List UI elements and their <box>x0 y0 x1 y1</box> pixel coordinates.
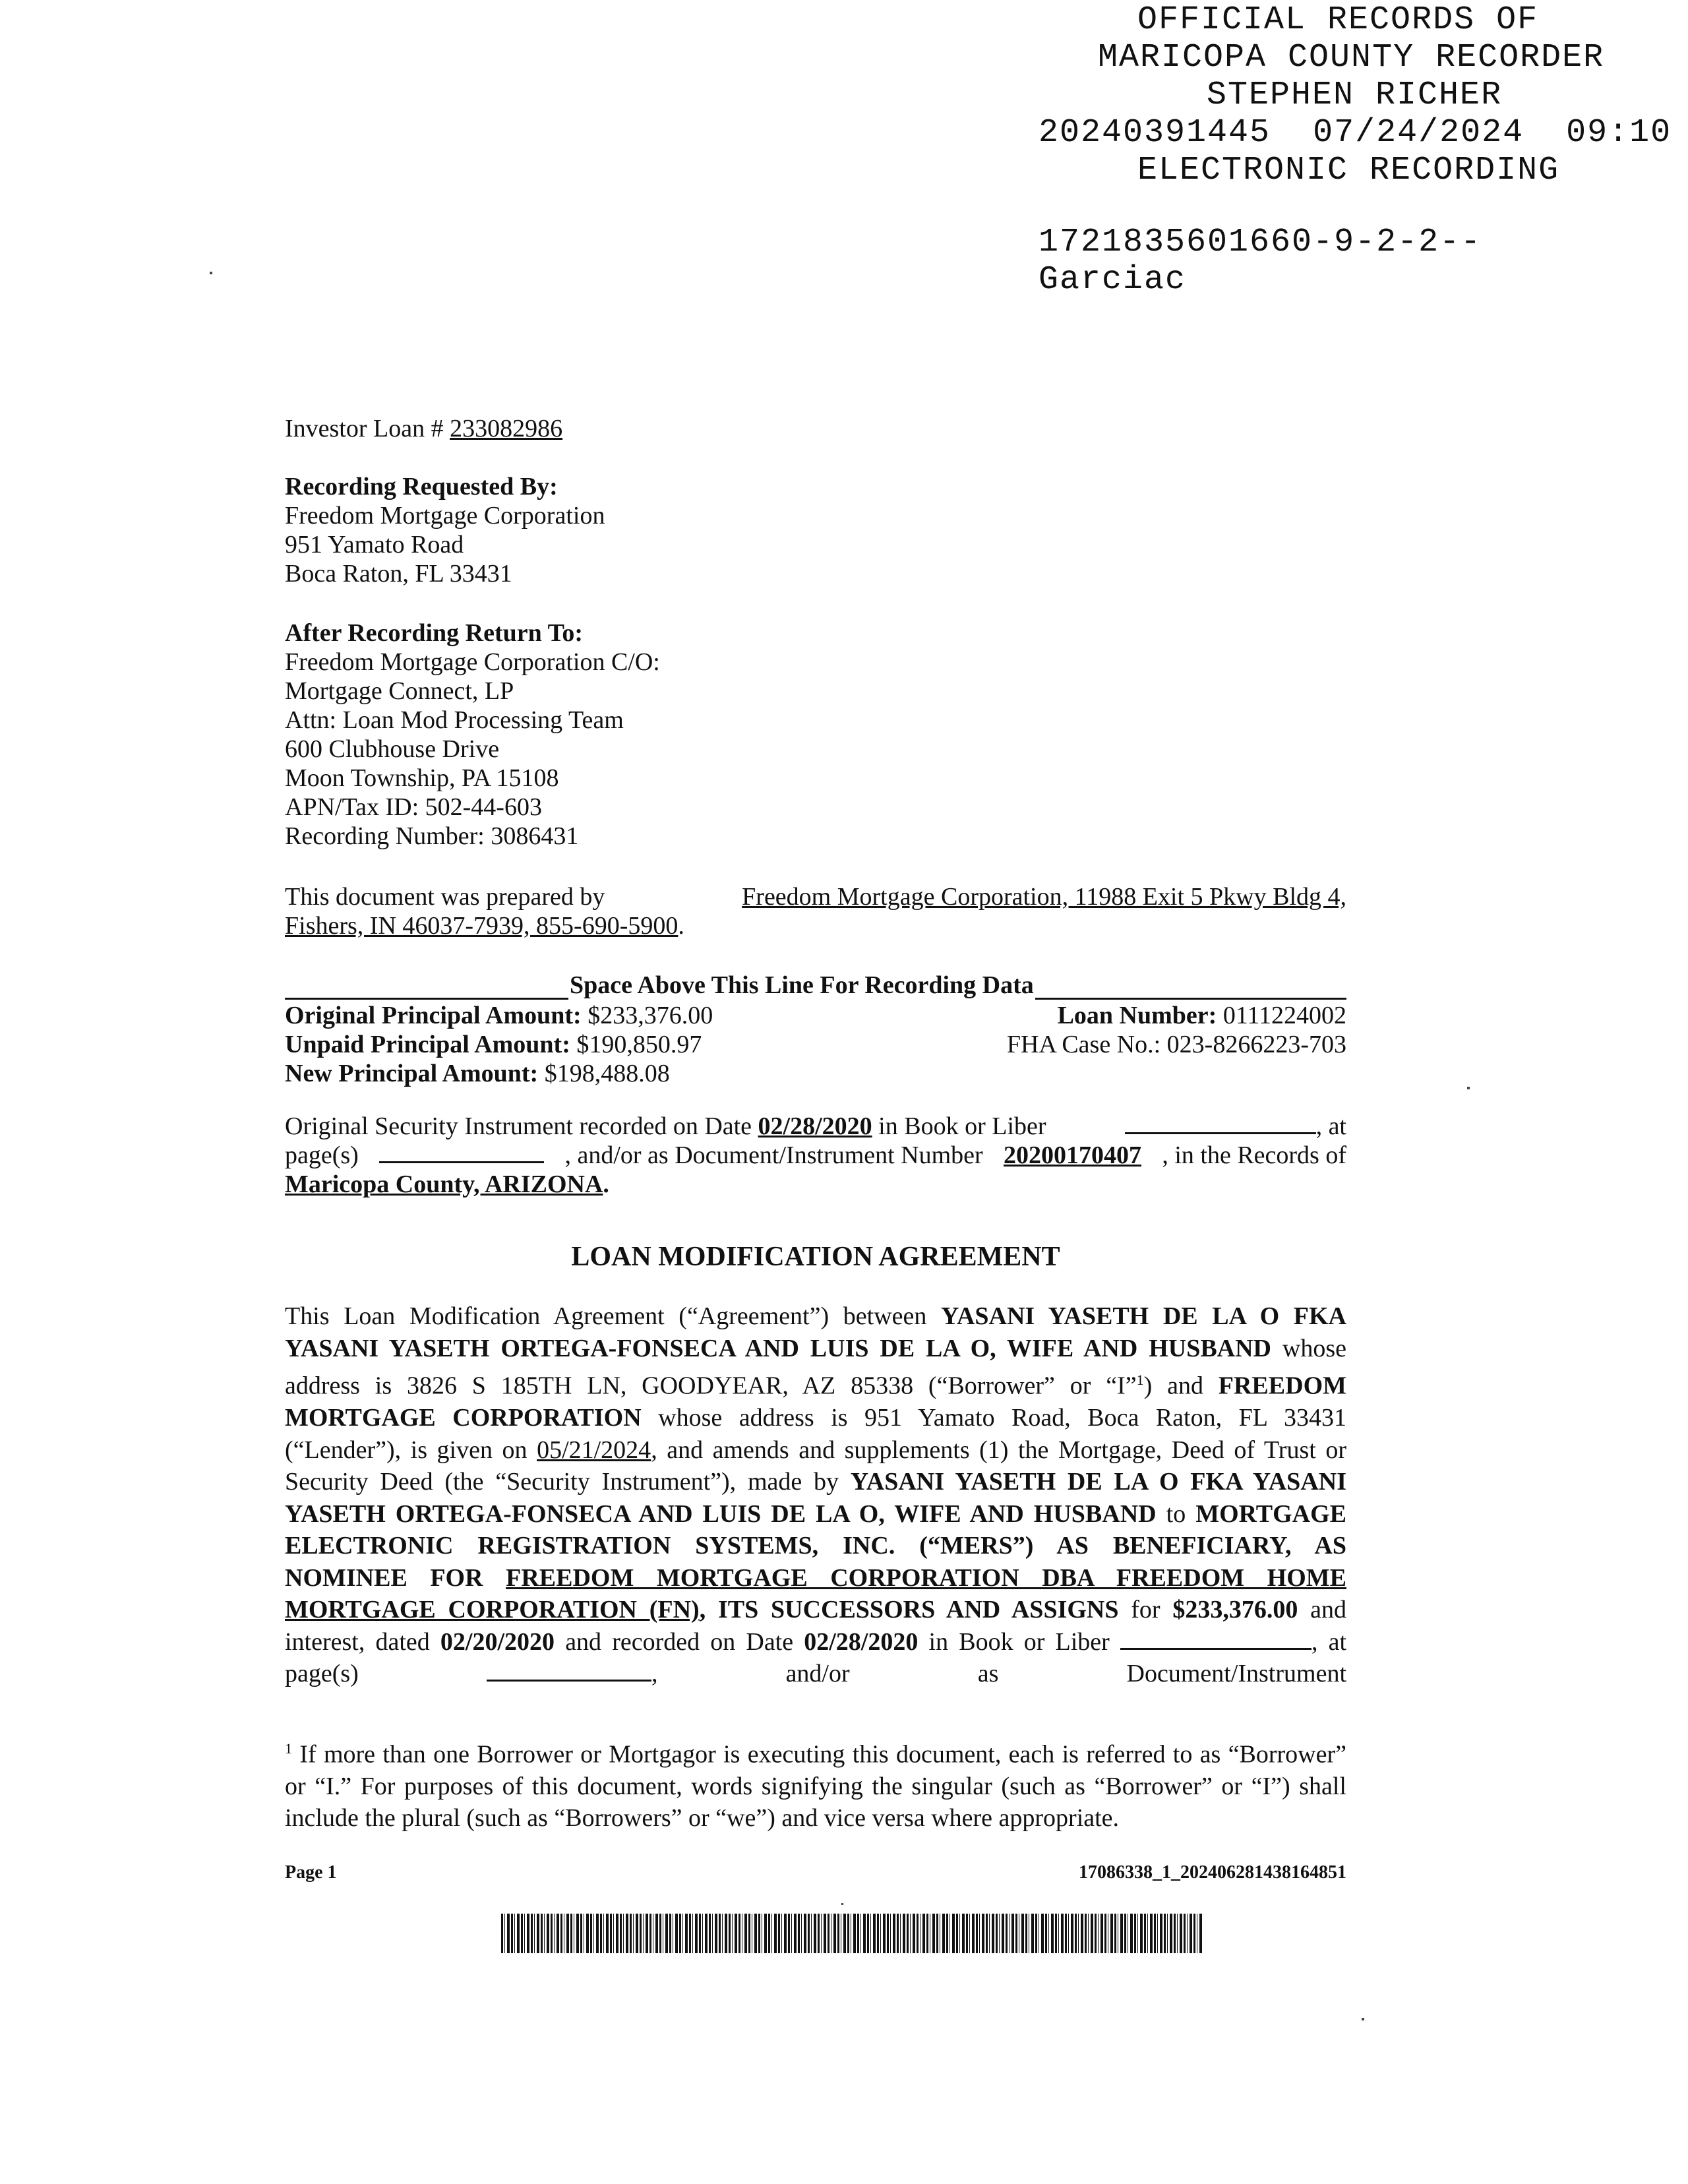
successors-assigns: , ITS SUCCESSORS AND ASSIGNS <box>699 1596 1119 1624</box>
book-liber-blank-2 <box>1120 1628 1311 1650</box>
lender-name: FREEDOM MORTGAGE CORPORATION <box>285 1372 1346 1432</box>
investor-loan <box>285 414 1346 443</box>
borrower-names-2: YASANI YASETH DE LA O FKA YASANI YASETH ORTEGA-FONSECA AND LUIS DE LA O, WIFE AND HUSBAND <box>285 1468 1346 1528</box>
stamp-clerk: Garciac <box>1039 261 1187 299</box>
document-title: LOAN MODIFICATION AGREEMENT <box>571 1242 1060 1272</box>
return-to-line: Moon Township, PA 15108 <box>285 764 559 792</box>
recording-requested-by <box>285 472 1346 588</box>
recording-number: Recording Number: 3086431 <box>285 822 579 850</box>
scan-speck <box>1467 1087 1470 1089</box>
stamp-doc-number: 20240391445 <box>1039 114 1271 152</box>
page-blank <box>379 1141 544 1163</box>
return-to-line: Attn: Loan Mod Processing Team <box>285 706 624 734</box>
security-text: page(s) <box>285 1141 359 1169</box>
scan-speck <box>841 1903 843 1905</box>
body-text: , and/or as Document/Instrument <box>651 1660 1346 1688</box>
requested-by-line: 951 Yamato Road <box>285 531 464 559</box>
requested-by-line: Boca Raton, FL 33431 <box>285 560 512 588</box>
rule-left <box>285 975 568 1000</box>
rule-right <box>1035 975 1346 1000</box>
recorder-stamp <box>1029 0 1688 299</box>
new-principal-label: New Principal Amount: <box>285 1060 539 1087</box>
investor-label: Investor Loan # <box>285 415 444 442</box>
stamp-record-line <box>1029 114 1688 152</box>
page-blank-2 <box>487 1660 651 1682</box>
orig-principal-label: Original Principal Amount: <box>285 1002 582 1029</box>
unpaid-principal-value: $190,850.97 <box>576 1031 702 1058</box>
book-liber-blank <box>1125 1112 1316 1134</box>
footnote <box>285 1733 1346 1834</box>
security-text: in Book or Liber <box>878 1112 1046 1140</box>
security-text: Original Security Instrument recorded on Date <box>285 1112 752 1140</box>
agreement-paragraph: This Loan Modification Agreement (“Agreement”) between YASANI YASETH DE LA O FKA YASANI YASETH ORTEGA-FONSECA AND LUIS DE LA O, WIFE AND HUSBAND whose address is 3826 S 185TH LN, GOODYEAR, AZ 85338 (“Borrower” or “I”$^1$) and FREEDOM MORTGAGE CORPORATION whose address is 951 Yamato Road, Boca Raton, FL 33431 (“Lender”), is given on 05/21/2024, and amends and supplements (1) the Mortgage, Deed of Trust or Security Deed (the “Security Instrument”), made by YASANI YASETH DE LA O FKA YASANI YASETH ORTEGA-FONSECA AND LUIS DE LA O, WIFE AND HUSBAND to MORTGAGE ELECTRONIC REGISTRATION SYSTEMS, INC. (“MERS”) AS BENEFICIARY, AS NOMINEE FOR FREEDOM MORTGAGE CORPORATION DBA FREEDOM HOME MORTGAGE CORPORATION (FN), ITS SUCCESSORS AND ASSIGNS for $233,376.00 and interest, dated 02/20/2020 and recorded on Date 02/28/2020 in Book or Liber , at page(s) , and/or as Document/Instrument <box>285 1302 1347 1688</box>
agreement-given-date: 05/21/2024 <box>537 1436 651 1464</box>
loan-number-value: 0111224002 <box>1222 1002 1346 1029</box>
return-to-line: Freedom Mortgage Corporation C/O: <box>285 648 660 676</box>
requested-by-heading: Recording Requested By: <box>285 473 558 501</box>
prepared-by-line-1: Freedom Mortgage Corporation, 11988 Exit 5 Pkwy Bldg 4, <box>742 883 1346 911</box>
stamp-line-5: ELECTRONIC RECORDING <box>1137 152 1560 189</box>
body-text: whose address is 3826 S 185TH LN, GOODYEAR, AZ 85338 (“Borrower” or “I” <box>285 1334 1346 1400</box>
investor-number: 233082986 <box>450 415 563 442</box>
borrower-names: YASANI YASETH DE LA O FKA YASANI YASETH ORTEGA-FONSECA AND LUIS DE LA O, WIFE AND HUSBAND <box>285 1302 1346 1362</box>
body-text: and recorded on Date <box>565 1627 794 1656</box>
security-recorded-date: 02/28/2020 <box>758 1112 872 1140</box>
scan-speck <box>1362 2018 1364 2020</box>
security-instrument-paragraph: Original Security Instrument recorded on Date 02/28/2020 in Book or Liber , at page(s) , and/or as Document/Instrument Number 20200170407 , in the Records of Maricopa County, ARIZONA. <box>285 1112 1346 1198</box>
orig-principal-value: $233,376.00 <box>588 1002 713 1029</box>
mers-name: MORTGAGE ELECTRONIC REGISTRATION SYSTEMS, INC. (“MERS”) AS BENEFICIARY, AS NOMINEE FOR <box>285 1500 1347 1592</box>
new-principal-value: $198,488.08 <box>544 1060 670 1087</box>
prepared-by: This document was prepared by Freedom Mortgage Corporation, 11988 Exit 5 Pkwy Bldg 4, Fishers, IN 46037-7939, 855-690-5900. <box>285 883 1346 940</box>
body-text: to <box>1166 1500 1186 1528</box>
body-text: This Loan Modification Agreement (“Agreement”) between <box>285 1302 927 1330</box>
body-text: for <box>1131 1596 1160 1624</box>
stamp-date: 07/24/2024 <box>1313 114 1524 152</box>
security-text: , in the Records of <box>1162 1141 1346 1169</box>
requested-by-line: Freedom Mortgage Corporation <box>285 502 605 530</box>
footnote-ref: 1 <box>1136 1372 1144 1388</box>
unpaid-principal-label: Unpaid Principal Amount: <box>285 1031 570 1058</box>
security-county: Maricopa County, ARIZONA <box>285 1170 603 1198</box>
body-text: and interest, dated <box>285 1596 1347 1656</box>
body-text: , at page(s) <box>285 1627 1346 1688</box>
loan-number-label: Loan Number: <box>1057 1002 1217 1029</box>
prepared-by-prefix: This document was prepared by <box>285 883 605 911</box>
security-document-number: 20200170407 <box>1004 1141 1142 1169</box>
security-text: , at <box>1315 1112 1346 1140</box>
stamp-line-2: MARICOPA COUNTY RECORDER <box>1098 39 1605 76</box>
recording-data-line <box>285 971 1346 1000</box>
recorded-date: 02/28/2020 <box>804 1627 919 1656</box>
nominee-name: FREEDOM MORTGAGE CORPORATION DBA FREEDOM HOME MORTGAGE CORPORATION (FN) <box>285 1563 1347 1624</box>
dated-date: 02/20/2020 <box>440 1627 555 1656</box>
apn-tax-id: APN/Tax ID: 502-44-603 <box>285 793 542 821</box>
stamp-ref: 1721835601660-9-2-2-- <box>1039 224 1482 261</box>
stamp-line-1: OFFICIAL RECORDS OF <box>1137 1 1539 39</box>
prepared-by-line-2: Fishers, IN 46037-7939, 855-690-5900 <box>285 912 678 940</box>
scan-speck <box>210 272 212 274</box>
page-number: Page 1 <box>285 1862 337 1883</box>
body-text: , and amends and supplements (1) the Mortgage, Deed of Trust or Security Deed (the “Security Instrument”), made by <box>285 1436 1346 1496</box>
footnote-text: If more than one Borrower or Mortgagor is executing this document, each is referred to as “Borrower” or “I.” For purposes of this document, words signifying the singular (such as “Borrower” or “I”) shall include the plural (such as “Borrowers” or “we”) and vice versa where appropriate. <box>285 1740 1346 1832</box>
security-text: , and/or as Document/Instrument Number <box>564 1141 983 1169</box>
return-to-block <box>285 619 1346 851</box>
fha-case-number: FHA Case No.: 023-8266223-703 <box>1006 1031 1346 1058</box>
stamp-line-3: STEPHEN RICHER <box>1207 76 1503 114</box>
return-to-heading: After Recording Return To: <box>285 619 584 647</box>
body-text: ) and <box>1143 1372 1203 1400</box>
stamp-time: 09:10 <box>1566 114 1672 152</box>
page-footer <box>285 1858 1346 1887</box>
return-to-line: Mortgage Connect, LP <box>285 677 514 705</box>
footnote-mark: 1 <box>285 1740 292 1757</box>
barcode <box>501 1914 1203 1953</box>
return-to-line: 600 Clubhouse Drive <box>285 735 500 763</box>
body-text: whose address is 951 Yamato Road, Boca Raton, FL 33431 (“Lender”), is given on <box>285 1404 1346 1464</box>
space-above-label: Space Above This Line For Recording Data <box>570 971 1034 999</box>
principal-amounts <box>285 1001 1346 1088</box>
document-id: 17086338_1_202406281438164851 <box>1079 1862 1346 1883</box>
original-amount: $233,376.00 <box>1172 1596 1298 1624</box>
